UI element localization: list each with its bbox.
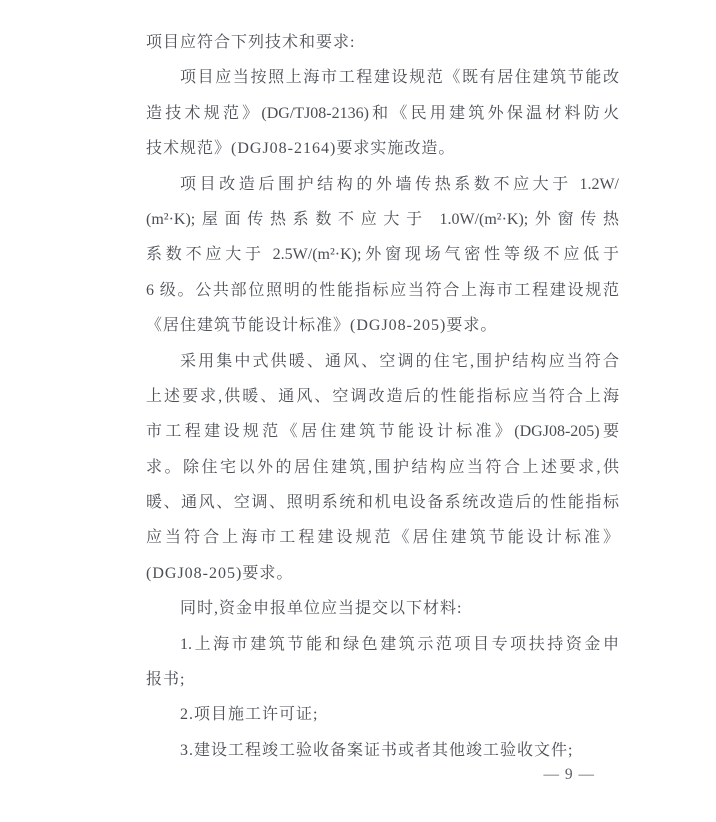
text-line: 系数不应大于 2.5W/(m²·K);外窗现场气密性等级不应低于 <box>146 246 619 264</box>
text-line: 项目改造后围护结构的外墙传热系数不应大于 1.2W/ <box>180 175 619 193</box>
page-number: — 9 — <box>543 766 595 783</box>
text-line: 3.建设工程竣工验收备案证书或者其他竣工验收文件; <box>180 741 574 759</box>
text-line: 造技术规范》(DG/TJ08-2136)和《民用建筑外保温材料防火 <box>146 104 619 122</box>
text-line: 应当符合上海市工程建设规范《居住建筑节能设计标准》 <box>146 529 619 547</box>
text-line: 求。除住宅以外的居住建筑,围护结构应当符合上述要求,供 <box>146 458 619 476</box>
text-line: (m²·K);屋面传热系数不应大于 1.0W/(m²·K);外窗传热 <box>146 210 619 228</box>
text-line: 《居住建筑节能设计标准》(DGJ08-205)要求。 <box>146 317 498 335</box>
text-line: 同时,资金申报单位应当提交以下材料: <box>180 600 463 618</box>
text-line: 市工程建设规范《居住建筑节能设计标准》(DGJ08-205)要 <box>146 423 619 441</box>
text-line: 项目应符合下列技术和要求: <box>146 34 356 51</box>
text-line: (DGJ08-205)要求。 <box>146 564 294 582</box>
text-line: 上述要求,供暖、通风、空调改造后的性能指标应当符合上海 <box>146 387 619 405</box>
text-block <box>146 25 619 768</box>
text-line: 报书; <box>146 671 186 689</box>
text-line: 1.上海市建筑节能和绿色建筑示范项目专项扶持资金申 <box>180 635 619 653</box>
text-line: 采用集中式供暖、通风、空调的住宅,围护结构应当符合 <box>180 352 619 370</box>
text-line: 2.项目施工许可证; <box>180 706 319 724</box>
text-line: 技术规范》(DGJ08-2164)要求实施改造。 <box>146 140 456 158</box>
text-line: 6 级。公共部位照明的性能指标应当符合上海市工程建设规范 <box>146 281 619 299</box>
text-line: 项目应当按照上海市工程建设规范《既有居住建筑节能改 <box>180 69 619 87</box>
text-line: 暖、通风、空调、照明系统和机电设备系统改造后的性能指标 <box>146 494 619 512</box>
